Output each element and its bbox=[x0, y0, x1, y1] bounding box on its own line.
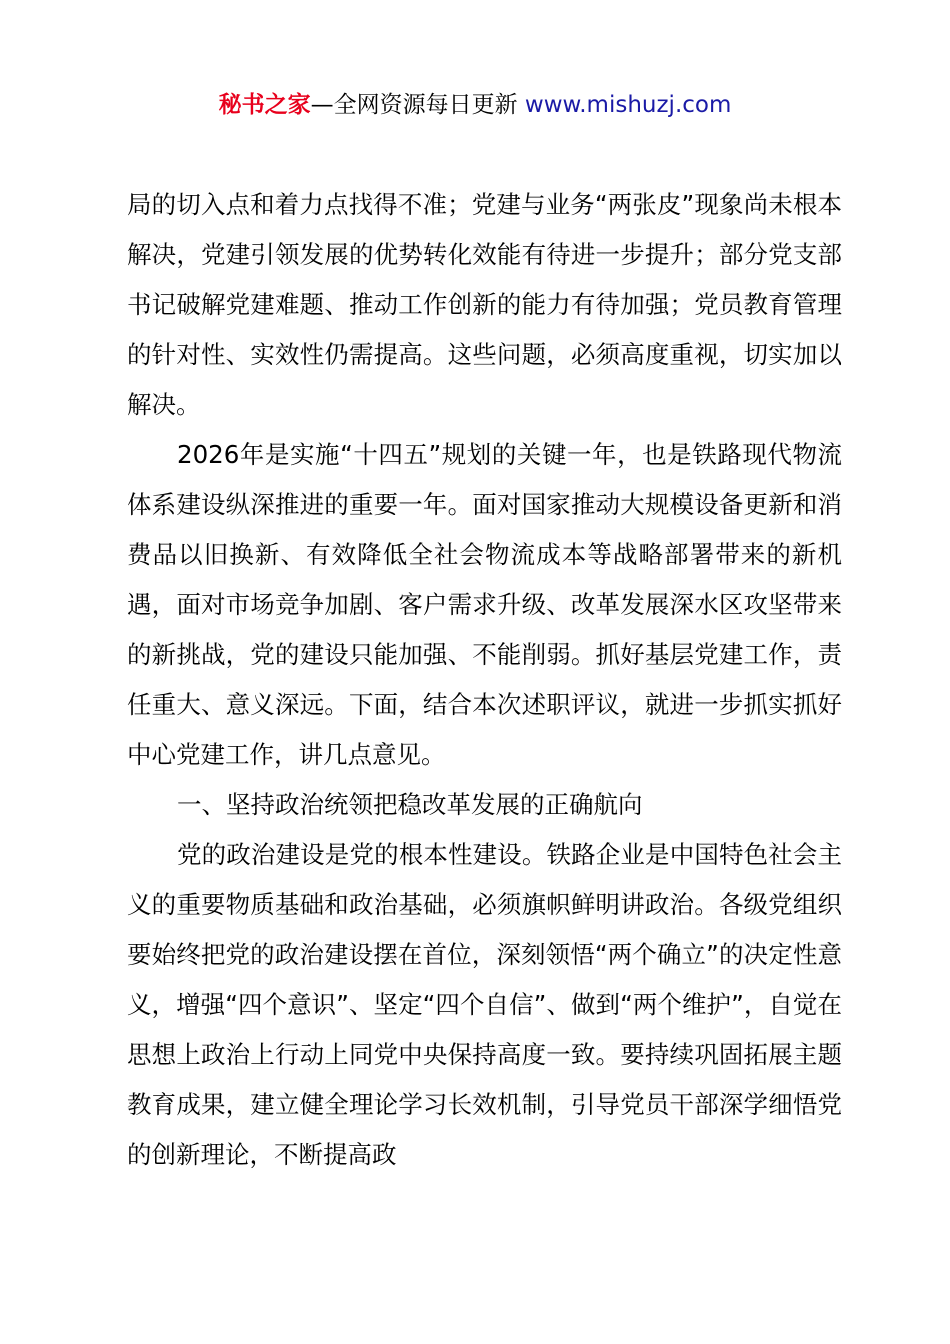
page-header bbox=[0, 88, 950, 122]
document-body bbox=[127, 180, 842, 1180]
site-brand: 秘书之家 bbox=[218, 92, 311, 118]
section-heading: 一、坚持政治统领把稳改革发展的正确航向 bbox=[177, 790, 643, 819]
site-url-link[interactable]: www.mishuzj.com bbox=[524, 92, 732, 118]
paragraph-continued: 局的切入点和着力点找得不准；党建与业务“两张皮”现象尚未根本解决，党建引领发展的优势转化效能有待进一步提升；部分党支部书记破解党建难题、推动工作创新的能力有待加强；党员教育管理的针对性、实效性仍需提高。这些问题，必须高度重视，切实加以解决。 bbox=[127, 190, 842, 419]
site-tagline: —全网资源每日更新 bbox=[310, 92, 525, 118]
paragraph-political-building: 党的政治建设是党的根本性建设。铁路企业是中国特色社会主义的重要物质基础和政治基础，必须旗帜鲜明讲政治。各级党组织要始终把党的政治建设摆在首位，深刻领悟“两个确立”的决定性意义，增强“四个意识”、坚定“四个自信”、做到“两个维护”，自觉在思想上政治上行动上同党中央保持高度一致。要持续巩固拓展主题教育成果，建立健全理论学习长效机制，引导党员干部深学细悟党的创新理论，不断提高政 bbox=[127, 840, 842, 1169]
paragraph-year-outlook: 2026年是实施“十四五”规划的关键一年，也是铁路现代物流体系建设纵深推进的重要一年。面对国家推动大规模设备更新和消费品以旧换新、有效降低全社会物流成本等战略部署带来的新机遇，面对市场竞争加剧、客户需求升级、改革发展深水区攻坚带来的新挑战，党的建设只能加强、不能削弱。抓好基层党建工作，责任重大、意义深远。下面，结合本次述职评议，就进一步抓实抓好中心党建工作，讲几点意见。 bbox=[127, 440, 842, 769]
